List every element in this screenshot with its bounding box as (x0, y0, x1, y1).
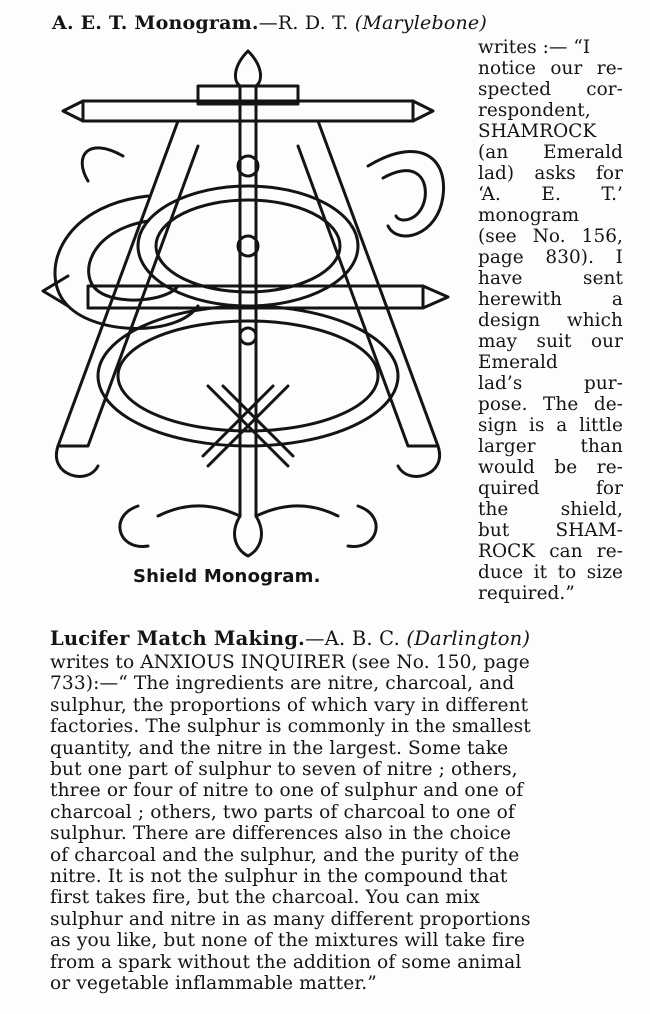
entry2-body-line: three or four of nitre to one of sulphur and one of (50, 780, 524, 802)
entry1-column-line: page 830). I (478, 247, 623, 268)
entry2-body-line: or vegetable inflammable matter.” (50, 973, 377, 994)
entry2-body-line: sulphur, the proportions of which vary in different (50, 694, 529, 716)
entry2-heading: Lucifer Match Making. (50, 627, 306, 650)
entry2-body-line: sulphur. There are differences also in the choice (50, 823, 512, 845)
entry1-column-line: may suit our (478, 331, 623, 352)
entry2-place: (Darlington) (406, 627, 531, 650)
entry2-body-line: first takes fire, but the charcoal. You can mix (50, 887, 480, 909)
entry1-column-line: larger than (478, 436, 623, 457)
entry1-column-line: (an Emerald (478, 142, 623, 163)
entry1-column-line: the shield, (478, 499, 623, 520)
entry1-column-line: quired for (478, 478, 623, 499)
entry2-body-line: nitre. It is not the sulphur in the compound that (50, 866, 508, 887)
entry2-body-line: from a spark without the addition of some animal (50, 951, 522, 973)
figure-caption: Shield Monogram. (133, 566, 321, 587)
entry2-body-line: 733):—“ The ingredients are nitre, charcoal, and (50, 673, 515, 695)
entry1-column-line: lad’s pur- (478, 373, 623, 394)
entry1-column-line: pose. The de- (478, 394, 623, 415)
entry1-column-line: spected cor- (478, 79, 623, 100)
entry1-heading-line (52, 12, 487, 34)
entry1-column-line: have sent (478, 268, 623, 289)
entry2-body-line: of charcoal and the sulphur, and the purity of the (50, 844, 520, 866)
entry1-column-line: ROCK can re- (478, 541, 623, 562)
entry1-column-line: (see No. 156, (478, 226, 623, 247)
entry2-body-line: charcoal ; others, two parts of charcoal to one of (50, 801, 515, 823)
entry1-column-line: monogram (478, 205, 580, 226)
entry1-column-line: but SHAM- (478, 520, 623, 541)
entry2-body-line: as you like, but none of the mixtures will take fire (50, 930, 525, 952)
entry1-column-line: required.” (478, 583, 575, 604)
entry1-column-line: respondent, (478, 100, 591, 121)
entry1-heading: A. E. T. Monogram. (52, 12, 259, 34)
entry1-column-line: writes :— “I (478, 37, 591, 58)
monogram-illustration (28, 46, 468, 566)
entry1-column-line: SHAMROCK (478, 121, 597, 142)
entry2-body-line: but one part of sulphur to seven of nitre ; others, (50, 759, 518, 780)
entry1-byline: —R. D. T. (258, 12, 349, 34)
entry1-column-line: Emerald (478, 352, 558, 373)
entry1-column-line: herewith a (478, 289, 623, 310)
entry2-body-line: quantity, and the nitre in the largest. Some take (50, 737, 509, 759)
entry2-heading-line (50, 628, 530, 650)
entry2-byline: —A. B. C. (305, 627, 400, 650)
entry1-column-line: duce it to size (478, 562, 623, 583)
entry1-column-line: notice our re- (478, 58, 623, 79)
entry1-column-line: lad) asks for (478, 163, 623, 184)
entry1-column-line: design which (478, 310, 623, 331)
entry2-body-line: sulphur and nitre in as many different proportions (50, 908, 531, 930)
entry1-column-line: ‘A. E. T.’ (478, 184, 623, 205)
entry1-column-line: would be re- (478, 457, 623, 478)
entry2-body-line: factories. The sulphur is commonly in the smallest (50, 716, 531, 738)
entry1-column-line: sign is a little (478, 415, 623, 436)
entry2-body-line: writes to ANXIOUS INQUIRER (see No. 150, page (50, 652, 530, 673)
entry1-place: (Marylebone) (354, 12, 487, 34)
